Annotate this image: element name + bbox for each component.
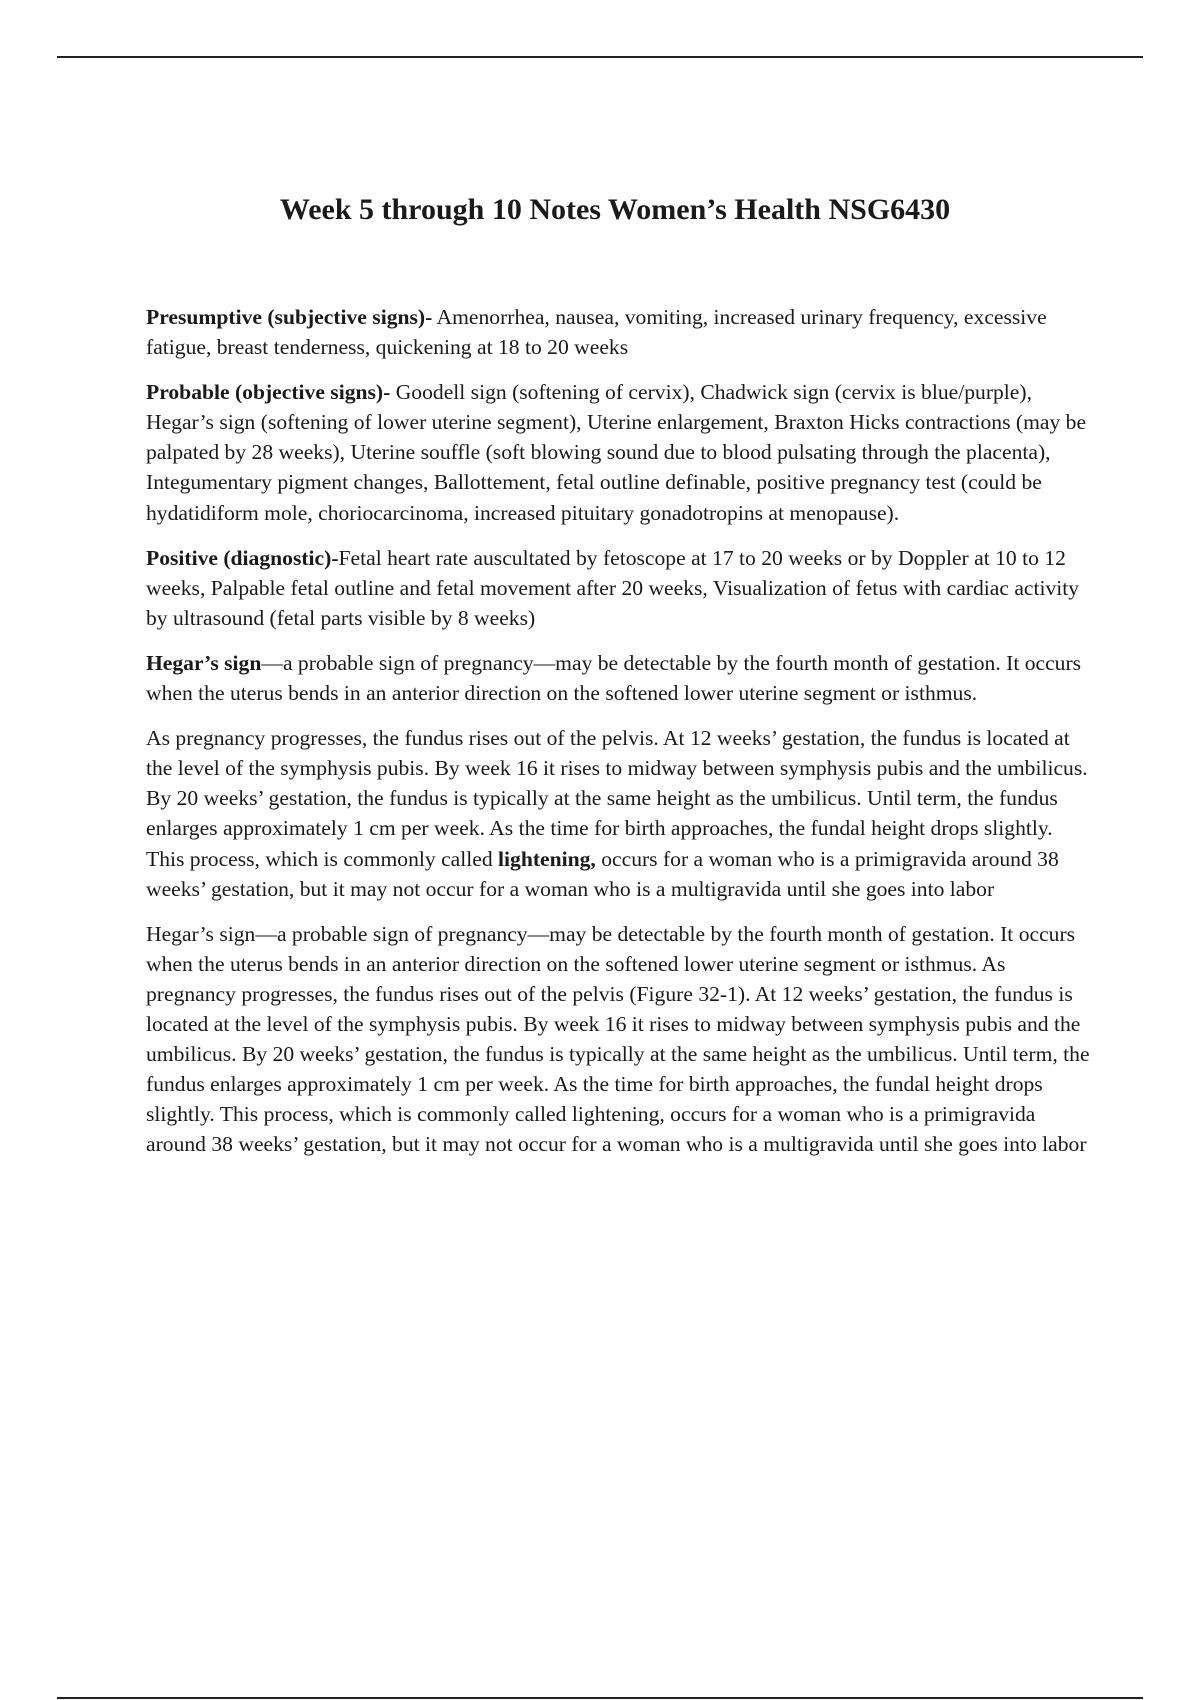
- footer-rule: [57, 1697, 1143, 1699]
- paragraph-presumptive-signs: [146, 302, 1091, 362]
- paragraph-text: —a probable sign of pregnancy—may be detectable by the fourth month of gestation. It occurs when the uterus bends in an anterior direction on the softened lower uterine segment or isthmus.: [146, 650, 1082, 706]
- document-body: [146, 302, 1091, 1174]
- paragraph-text: occurs for a woman who is a primigravida around 38 weeks’ gestation, but it may not occur for a woman who is a multigravida until she goes into labor: [146, 846, 1059, 901]
- document-title: Week 5 through 10 Notes Women’s Health NSG6430: [279, 193, 951, 226]
- term-presumptive-signs: Presumptive (subjective signs)-: [146, 305, 433, 329]
- header-rule: [57, 56, 1143, 58]
- paragraph-probable-signs: [146, 377, 1091, 527]
- term-hegars-sign: Hegar’s sign: [146, 650, 262, 675]
- paragraph-hegars-sign-repeat: [146, 919, 1091, 1160]
- paragraph-hegars-sign: [146, 648, 1091, 708]
- paragraph-text: Goodell sign (softening of cervix), Chadwick sign (cervix is blue/purple), Hegar’s sign (softening of lower uterine segment), Uterine enlargement, Braxton Hicks contractions (may be palpated by 28 weeks), Uterine souffle (soft blowing sound due to blood pulsating through the placenta), Integumentary pigment changes, Ballottement, fetal outline definable, positive pregnancy test (could be hydatidiform mole, choriocarcinoma, increased pituitary gonadotropins at menopause).: [146, 380, 1087, 525]
- paragraph-positive-signs: [146, 543, 1091, 633]
- term-lightening: lightening,: [498, 846, 596, 871]
- paragraph-text: Fetal heart rate auscultated by fetoscope at 17 to 20 weeks or by Doppler at 10 to 12 weeks, Palpable fetal outline and fetal movement after 20 weeks, Visualization of fetus with cardiac activity by ultrasound (fetal parts visible by 8 weeks): [146, 545, 1080, 630]
- paragraph-text: As pregnancy progresses, the fundus rises out of the pelvis. At 12 weeks’ gestation, the fundus is located at the level of the symphysis pubis. By week 16 it rises to midway between symphysis pubis and the umbilicus. By 20 weeks’ gestation, the fundus is typically at the same height as the umbilicus. Until term, the fundus enlarges approximately 1 cm per week. As the time for birth approaches, the fundal height drops slightly. This process, which is commonly called: [146, 726, 1088, 871]
- paragraph-fundal-height: [146, 723, 1091, 904]
- paragraph-text: Hegar’s sign—a probable sign of pregnancy—may be detectable by the fourth month of gestation. It occurs when the uterus bends in an anterior direction on the softened lower uterine segment or isthmus. As pregnancy progresses, the fundus rises out of the pelvis (Figure 32-1). At 12 weeks’ gestation, the fundus is located at the level of the symphysis pubis. By week 16 it rises to midway between symphysis pubis and the umbilicus. By 20 weeks’ gestation, the fundus is typically at the same height as the umbilicus. Until term, the fundus enlarges approximately 1 cm per week. As the time for birth approaches, the fundal height drops slightly. This process, which is commonly called lightening, occurs for a woman who is a primigravida around 38 weeks’ gestation, but it may not occur for a woman who is a multigravida until she goes into labor: [146, 921, 1090, 1157]
- paragraph-text: Amenorrhea, nausea, vomiting, increased urinary frequency, excessive fatigue, breast tenderness, quickening at 18 to 20 weeks: [146, 305, 1047, 360]
- term-probable-signs: Probable (objective signs)-: [146, 380, 391, 405]
- term-positive-signs: Positive (diagnostic)-: [146, 545, 339, 570]
